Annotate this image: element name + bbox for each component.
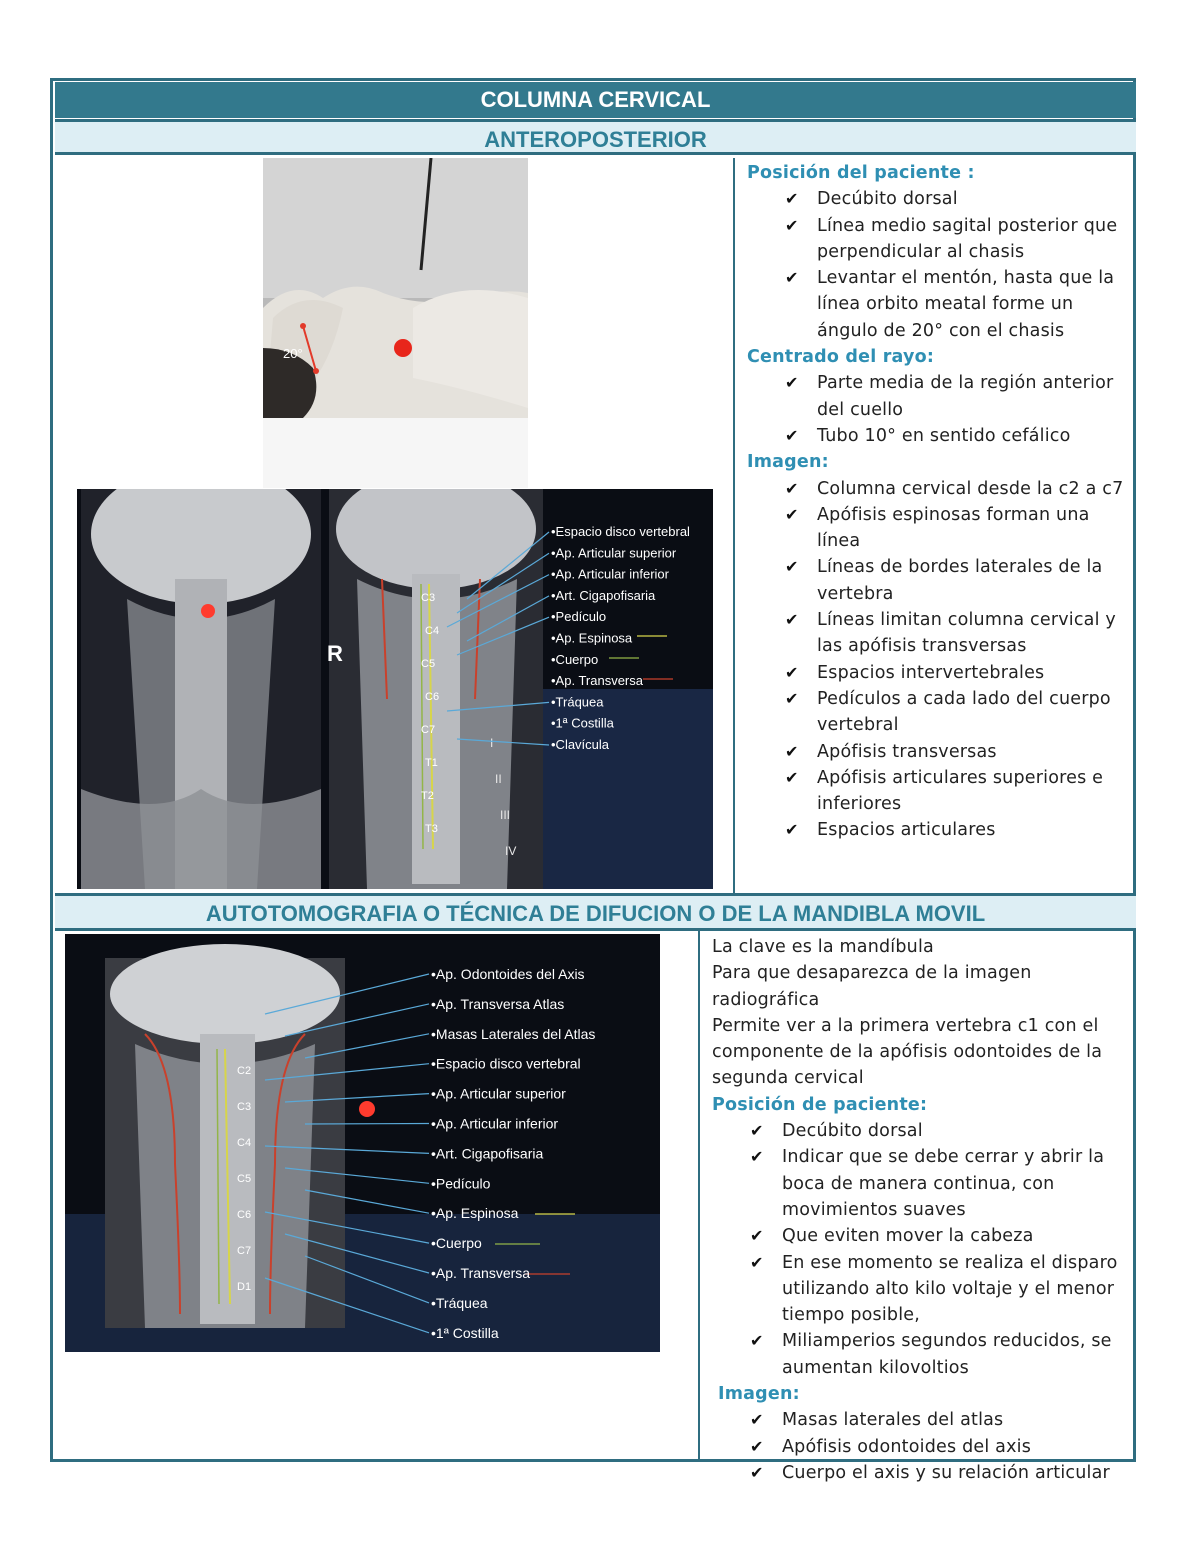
patient-position-list [747,186,1132,344]
image-item: ✔ Espacios articulares [747,817,1132,843]
xray-label: •Ap. Transversa [551,673,643,689]
column-divider-1 [733,158,735,893]
xray-label: •Ap. Espinosa [431,1205,519,1222]
xray-label: •1ª Costilla [431,1324,499,1341]
page-title: COLUMNA CERVICAL [55,82,1136,118]
xray-label: •Ap. Articular superior [551,545,677,561]
vertebra-mark: C7 [421,724,436,736]
xray-label: •Cuerpo [431,1235,482,1252]
position-item: ✔ Decúbito dorsal [712,1118,1132,1144]
patient-position-list-2 [712,1118,1132,1381]
vertebra-mark: T2 [421,790,434,802]
xray-label: •Ap. Articular inferior [551,566,669,582]
autotomography-instructions [712,934,1132,1486]
image-item: ✔ Apófisis articulares superiores e inferiores [747,765,1132,818]
ray-centering-heading: Centrado del rayo: [747,347,935,368]
position-item: ✔ Levantar el mentón, hasta que la línea orbito meatal forme un ángulo de 20° con el chasis [747,265,1132,344]
intro-line: Para que desaparezca de la imagen radiográfica [712,963,1032,1010]
section-heading-autotomografia: AUTOTOMOGRAFIA O TÉCNICA DE DIFUCION O DE LA MANDIBLA MOVIL [55,893,1136,931]
rib-mark: III [500,808,511,822]
position-item: ✔ En ese momento se realiza el disparo utilizando alto kilo voltaje y el menor tiempo posible, [712,1250,1132,1329]
image-item: ✔ Líneas limitan columna cervical y las apófisis transversas [747,607,1132,660]
angle-label: 20° [283,346,303,361]
side-mark: R [327,641,343,666]
xray-label: •Pedículo [551,609,607,625]
xray-label: •Espacio disco vertebral [551,524,690,539]
xray-label: •Cuerpo [551,651,599,667]
intro-line: La clave es la mandíbula [712,937,934,957]
vertebra-mark: C4 [237,1137,252,1149]
rib-mark: II [495,772,502,786]
xray-label: •Ap. Articular superior [431,1085,566,1102]
vertebra-mark: C3 [421,592,436,604]
xray-label: •Ap. Espinosa [551,630,633,646]
xray-label: •Clavícula [551,737,610,752]
xray-label: •Ap. Transversa Atlas [431,995,565,1012]
xray-label: •Art. Cigapofisaria [551,587,656,603]
image-heading-2: Imagen: [718,1384,800,1405]
patient-position-heading: Posición del paciente : [747,163,975,183]
xray-label: •Ap. Odontoides del Axis [431,966,585,982]
vertebra-mark: C5 [237,1173,252,1185]
image-item: ✔ Líneas de bordes laterales de la vertebra [747,554,1132,607]
patient-position-heading-2: Posición de paciente: [712,1094,928,1115]
xray-pointer-line [305,1124,429,1125]
image-criteria-list-2 [712,1407,1132,1486]
vertebra-mark: D1 [237,1281,252,1293]
image-item: ✔ Apófisis espinosas forman una línea [747,502,1132,555]
ray-centering-list [747,370,1132,449]
image-item: ✔ Cuerpo el axis y su relación articular [712,1460,1132,1486]
ray-item: ✔ Tubo 10° en sentido cefálico [747,423,1132,449]
image-item: ✔ Columna cervical desde la c2 a c7 [747,476,1132,502]
ap-xray-image [77,489,713,889]
vertebra-mark: C6 [237,1209,252,1221]
position-item: ✔ Miliamperios segundos reducidos, se aumentan kilovoltios [712,1328,1132,1381]
xray-label: •Espacio disco vertebral [431,1055,581,1072]
image-criteria-list [747,476,1132,844]
patient-position-photo [263,158,528,488]
image-item: ✔ Pedículos a cada lado del cuerpo vertebral [747,686,1132,739]
ap-instructions [747,160,1132,844]
xray-label: •Ap. Articular inferior [431,1115,559,1132]
vertebra-mark: T3 [425,823,438,835]
position-item: ✔ Que eviten mover la cabeza [712,1223,1132,1249]
vertebra-mark: C6 [425,691,440,703]
vertebra-mark: C3 [237,1101,252,1113]
section-heading-anteroposterior: ANTEROPOSTERIOR [55,119,1136,155]
image-item: ✔ Apófisis transversas [747,739,1132,765]
image-item: ✔ Espacios intervertebrales [747,660,1132,686]
vertebra-mark: C5 [421,658,436,670]
xray-label: •1ª Costilla [551,715,614,731]
image-heading: Imagen: [747,452,829,473]
xray-label: •Pedículo [431,1175,491,1192]
image-item: ✔ Masas laterales del atlas [712,1407,1132,1433]
position-item: ✔ Indicar que se debe cerrar y abrir la boca de manera continua, con movimientos suaves [712,1144,1132,1223]
autotomography-xray-image [65,934,660,1352]
image-item: ✔ Apófisis odontoides del axis [712,1434,1132,1460]
xray-label: •Masas Laterales del Atlas [431,1025,596,1042]
xray-label: •Tráquea [431,1294,488,1311]
rib-mark: I [490,736,494,750]
vertebra-mark: C2 [237,1065,252,1077]
vertebra-mark: T1 [425,757,438,769]
intro-text [712,934,1132,1092]
column-divider-2 [698,931,700,1462]
intro-line: Permite ver a la primera vertebra c1 con el componente de la apófisis odontoides de la segunda cervical [712,1015,1103,1089]
xray-label: •Art. Cigapofisaria [431,1145,544,1162]
position-item: ✔ Línea medio sagital posterior que perpendicular al chasis [747,213,1132,266]
rib-mark: IV [505,844,517,858]
vertebra-mark: C7 [237,1245,252,1257]
xray-label: •Ap. Transversa [431,1265,531,1281]
xray-label: •Tráquea [551,694,604,710]
ray-item: ✔ Parte media de la región anterior del cuello [747,370,1132,423]
position-item: ✔ Decúbito dorsal [747,186,1132,212]
vertebra-mark: C4 [425,625,440,637]
